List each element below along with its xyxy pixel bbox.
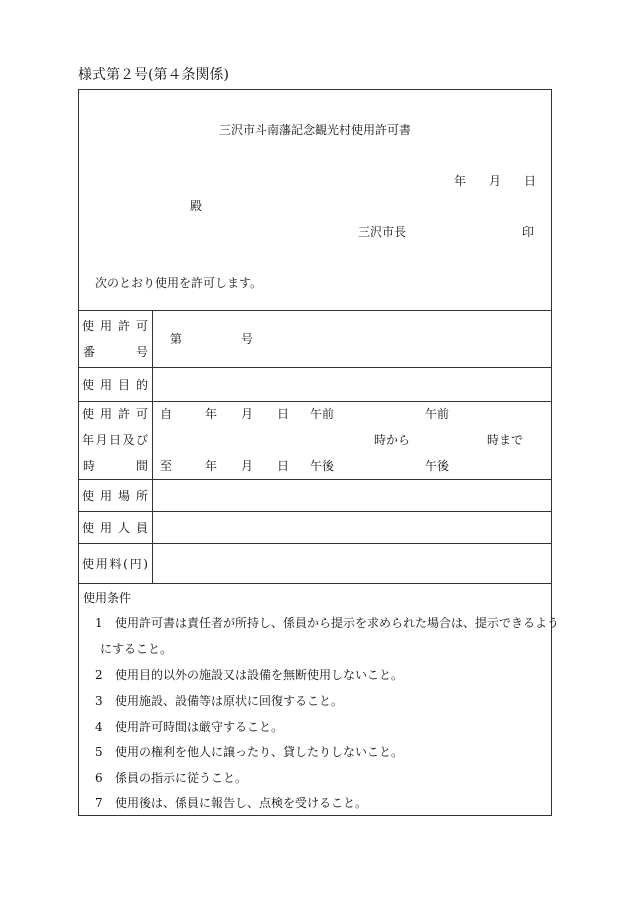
condition-text: 使用施設、設備等は原状に回復すること。: [115, 694, 344, 708]
datetime-from-day: 日: [277, 407, 290, 421]
datetime-to-day: 日: [277, 459, 290, 473]
date-year: 年: [454, 174, 467, 188]
condition-number: 6: [95, 771, 103, 785]
datetime-from-year: 年: [205, 407, 218, 421]
datetime-from-mark: 自: [160, 407, 173, 421]
condition-number: 4: [95, 720, 103, 734]
permit-number-label-go: 号: [136, 345, 149, 359]
date-day: 日: [524, 174, 537, 188]
permit-number-prefix: 第: [170, 332, 183, 346]
condition-text-continued: にすること。: [100, 642, 173, 656]
condition-text: 使用の権利を他人に譲ったり、貸したりしないこと。: [115, 745, 404, 759]
datetime-label-line1: 使 用 許 可: [82, 407, 148, 421]
people-label: 使 用 人 員: [82, 521, 148, 535]
datetime-label-kan: 間: [136, 459, 149, 473]
condition-number: 2: [95, 668, 103, 682]
datetime-to-mark: 至: [160, 459, 173, 473]
issuer-seal: 印: [522, 225, 535, 239]
document-title: 三沢市斗南藩記念観光村使用許可書: [218, 123, 411, 137]
condition-number: 5: [95, 745, 103, 759]
datetime-to-time: 時まで: [487, 433, 524, 447]
place-label: 使 用 場 所: [82, 489, 148, 503]
datetime-to-month: 月: [241, 459, 254, 473]
form-label: 様式第２号(第４条関係): [78, 67, 229, 83]
intro-text: 次のとおり使用を許可します。: [95, 276, 263, 290]
datetime-label-line2: 年月日及び: [82, 433, 148, 447]
datetime-from-time: 時から: [374, 433, 411, 447]
datetime-from-month: 月: [241, 407, 254, 421]
datetime-to-pm: 午後: [425, 459, 450, 473]
condition-text: 使用後は、係員に報告し、点検を受けること。: [115, 796, 368, 810]
conditions-title: 使用条件: [83, 591, 132, 605]
datetime-from-am: 午前: [310, 407, 335, 421]
permit-number-label-line1: 使 用 許 可: [82, 319, 148, 333]
condition-number: 7: [95, 796, 103, 810]
issuer-name: 三沢市長: [358, 225, 407, 239]
purpose-label: 使 用 目 的: [82, 378, 148, 392]
condition-number: 3: [95, 694, 103, 708]
datetime-to-am: 午前: [425, 407, 450, 421]
condition-text: 使用許可書は責任者が所持し、係員から提示を求められた場合は、提示できるよう: [115, 616, 560, 630]
datetime-from-pm: 午後: [310, 459, 335, 473]
datetime-label-ji: 時: [83, 459, 96, 473]
permit-number-label-ban: 番: [83, 345, 96, 359]
condition-text: 係員の指示に従うこと。: [115, 771, 248, 785]
condition-text: 使用目的以外の施設又は設備を無断使用しないこと。: [115, 668, 404, 682]
condition-number: 1: [95, 616, 103, 630]
date-month: 月: [489, 174, 502, 188]
permit-number-suffix: 号: [241, 332, 254, 346]
fee-label: 使用料(円): [82, 557, 148, 571]
datetime-to-year: 年: [205, 459, 218, 473]
condition-text: 使用許可時間は厳守すること。: [115, 720, 284, 734]
addressee-suffix: 殿: [190, 199, 203, 213]
